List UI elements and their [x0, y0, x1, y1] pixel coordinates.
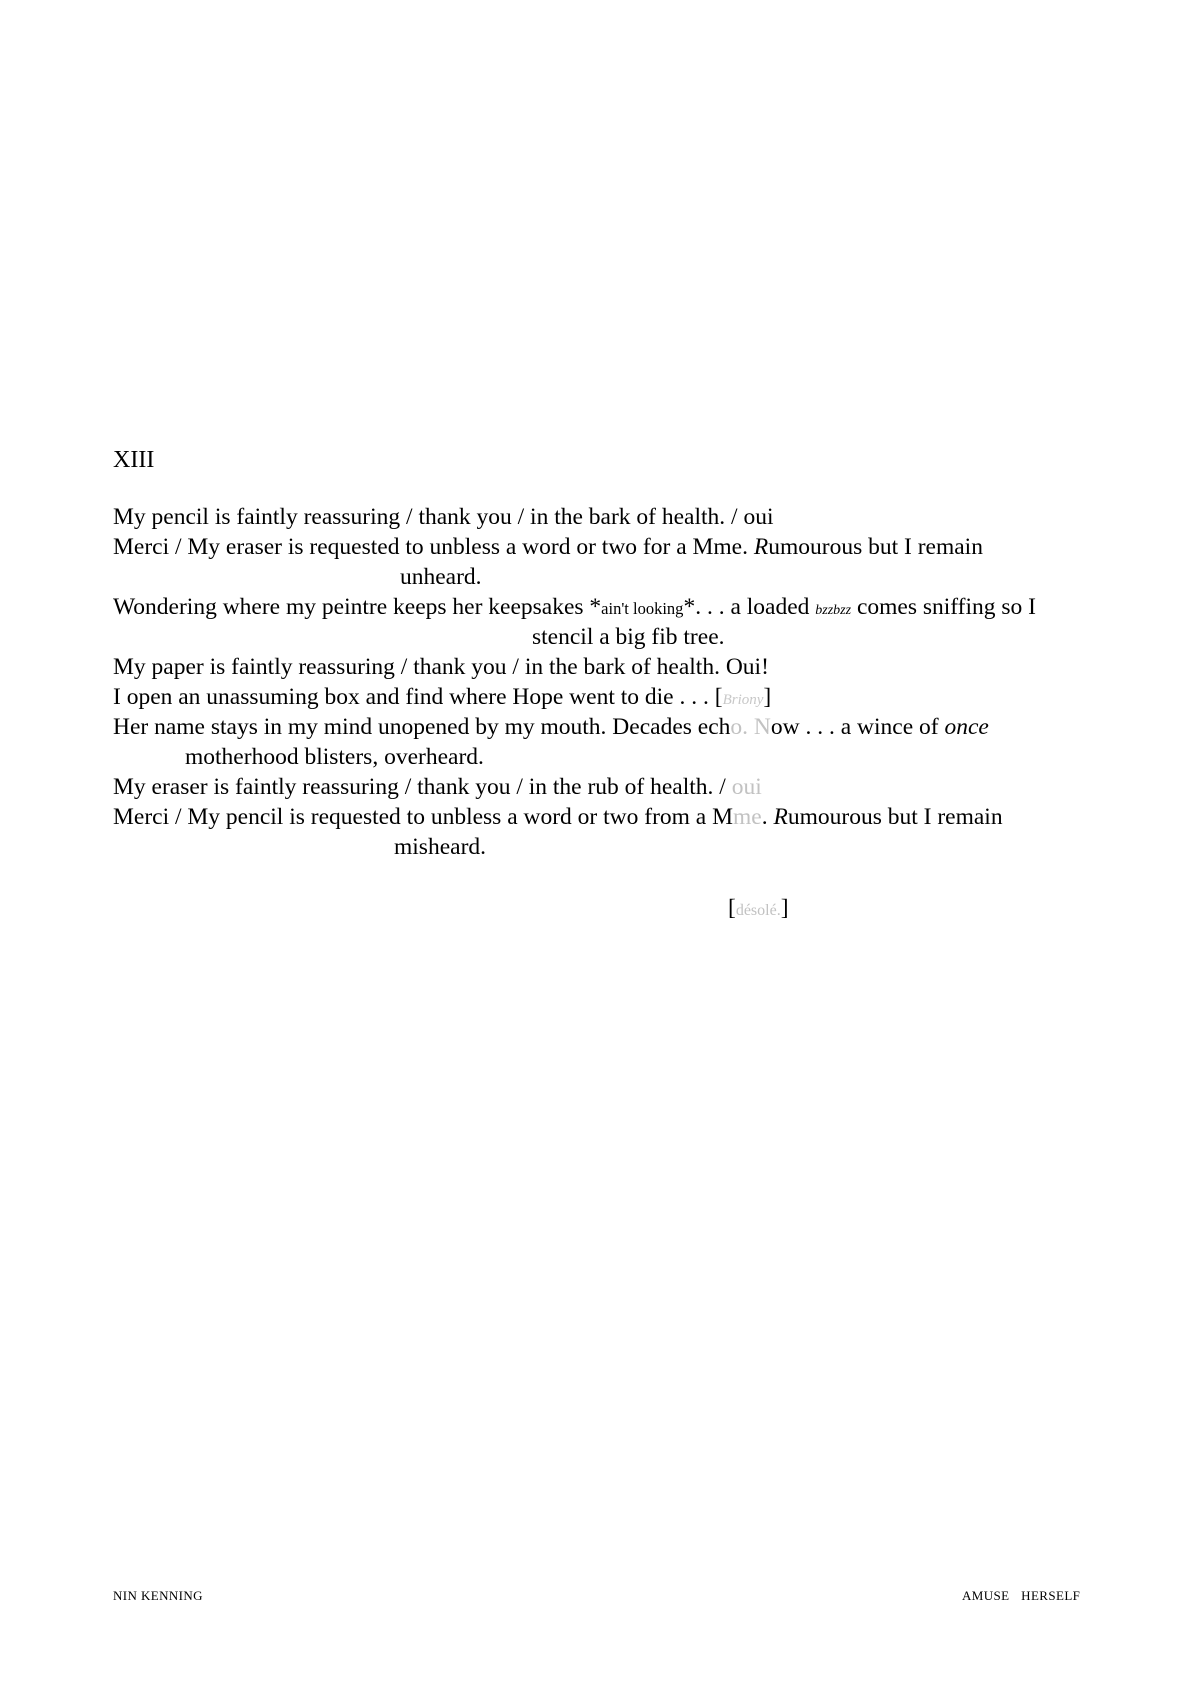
poem-line-11-end: umourous but I remain: [787, 804, 1003, 830]
poem-line-10-text: My eraser is faintly reassuring / thank you / in the rub of health. /: [113, 774, 732, 800]
poem-line-3: unheard.: [400, 564, 482, 590]
poem-line-13-close: ]: [780, 895, 789, 921]
poem-line-8-mid: ow . . . a wince of: [770, 714, 945, 740]
poem-line-13: [728, 893, 789, 926]
poem-line-2-text: Merci / My eraser is requested to unbless a word or two for a Mme.: [113, 534, 754, 560]
poem-line-2-italic-r: R: [753, 534, 769, 560]
poem-line-7: [113, 682, 771, 715]
poem-line-13-word: désolé.: [735, 902, 781, 919]
poem-line-7-name: Briony: [722, 692, 764, 708]
poem-line-6: My paper is faintly reassuring / thank you / in the bark of health. Oui!: [113, 654, 769, 680]
poem-line-11-text: Merci / My pencil is requested to unbless a word or two from a M: [113, 804, 734, 830]
footer-author: NIN KENNING: [113, 1588, 203, 1603]
poem-line-8-italic: once: [944, 714, 989, 740]
poem-line-8-text: Her name stays in my mind unopened by my mouth. Decades ech: [113, 714, 731, 740]
poem-line-9: motherhood blisters, overheard.: [185, 744, 484, 770]
poem-line-10: [113, 772, 762, 802]
poem-line-1: My pencil is faintly reassuring / thank you / in the bark of health. / oui: [113, 504, 774, 530]
poem-line-4-end: comes sniffing so I: [851, 594, 1036, 620]
poem-line-7-text: I open an unassuming box and find where Hope went to die . . . [: [113, 684, 723, 710]
poem-line-11: [113, 802, 1003, 832]
poem-line-12: misheard.: [394, 834, 487, 860]
poem-line-8-faint: o. N: [730, 714, 771, 740]
poem-line-8: [113, 712, 989, 742]
poem-line-10-faint: oui: [731, 774, 762, 800]
section-number: XIII: [113, 447, 155, 473]
poem-line-2-end: umourous but I remain: [768, 534, 983, 560]
poem-line-11-faint: me: [733, 804, 762, 830]
poem-line-4-buzz: bzzbzz: [815, 603, 852, 618]
footer-title: AMUSE HERSELF: [962, 1588, 1081, 1603]
poem-line-7-close: ]: [763, 684, 772, 710]
poem-line-13-open: [: [728, 895, 736, 921]
poem-line-4-text: Wondering where my peintre keeps her keepsakes *: [113, 594, 602, 620]
poem-line-11-italic-r: R: [773, 804, 788, 830]
poem-line-4: [113, 592, 1036, 626]
poem-line-5: stencil a big fib tree.: [532, 624, 725, 650]
poem-line-4-mid: *. . . a loaded: [683, 594, 816, 620]
poem-line-4-aside: ain't looking: [601, 599, 684, 618]
poem-line-2: [113, 532, 983, 562]
poem-line-11-dot: .: [761, 804, 774, 830]
